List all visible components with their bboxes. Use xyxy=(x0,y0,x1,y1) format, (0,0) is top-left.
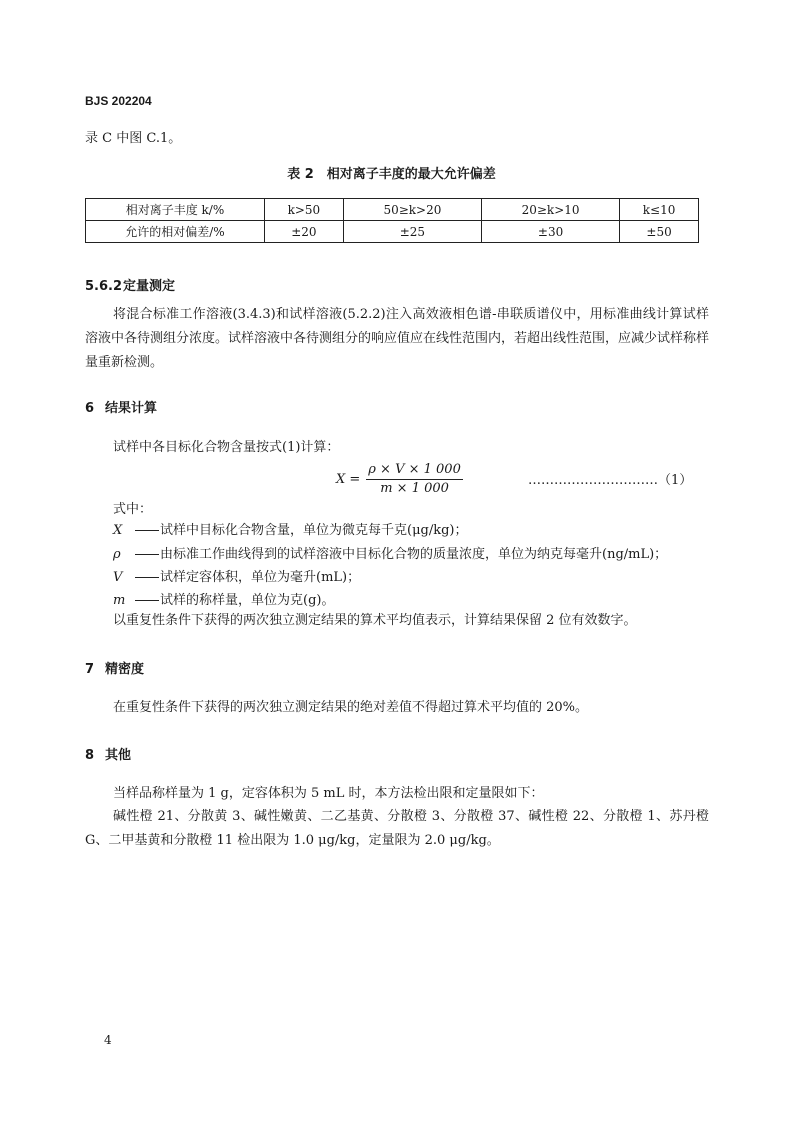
table-cell: ±50 xyxy=(620,221,699,243)
section-number: 8 xyxy=(85,748,95,763)
section-title: 定量测定 xyxy=(123,279,176,294)
table-cell: k≤10 xyxy=(620,199,699,221)
section-title: 精密度 xyxy=(105,662,145,677)
result-statement: 以重复性条件下获得的两次独立测定结果的算术平均值表示，计算结果保留 2 位有效数字。 xyxy=(113,613,637,628)
variable-description: 试样定容体积，单位为毫升(mL)； xyxy=(160,570,361,585)
variable-line xyxy=(85,567,360,589)
variable-symbol: V xyxy=(113,570,123,585)
table-cell: k>50 xyxy=(265,199,344,221)
section-number: 5.6.2 xyxy=(85,279,123,294)
formula-denominator: m × 1 000 xyxy=(380,481,449,496)
table-caption: 表 2 相对离子丰度的最大允许偏差 xyxy=(287,167,496,182)
variable-description: 试样中目标化合物含量，单位为微克每千克(μg/kg)； xyxy=(160,523,468,538)
detection-limit-paragraph: 碱性橙 21、分散黄 3、碱性嫩黄、二乙基黄、分散橙 3、分散橙 37、碱性橙 22、分散橙 1、苏丹橙 G、二甲基黄和分散橙 11 检出限为 1.0 μg/kg，定量限为 2.0 μg/kg。 xyxy=(85,809,709,848)
variable-symbol: m xyxy=(113,593,126,608)
section-heading-5-6-2 xyxy=(85,275,175,294)
formula-fraction xyxy=(366,462,463,497)
variable-line xyxy=(85,520,468,542)
section-number: 6 xyxy=(85,401,95,416)
other-intro: 当样品称样量为 1 g，定容体积为 5 mL 时，本方法检出限和定量限如下： xyxy=(113,786,544,801)
formula-intro: 试样中各目标化合物含量按式(1)计算： xyxy=(113,440,340,455)
table-cell: 20≥k>10 xyxy=(481,199,619,221)
formula xyxy=(336,462,463,497)
section-title: 其他 xyxy=(105,748,132,763)
continued-line: 录 C 中图 C.1。 xyxy=(85,131,182,146)
precision-paragraph: 在重复性条件下获得的两次独立测定结果的绝对差值不得超过算术平均值的 20%。 xyxy=(113,700,589,715)
equation-number: …………………………（1） xyxy=(528,473,693,488)
dash-separator xyxy=(135,554,159,555)
section-heading-8 xyxy=(85,744,131,763)
variable-description: 由标准工作曲线得到的试样溶液中目标化合物的质量浓度，单位为纳克每毫升(ng/mL)； xyxy=(160,547,668,562)
table-cell: 相对离子丰度 k/% xyxy=(86,199,265,221)
document-code: BJS 202204 xyxy=(85,94,152,108)
variable-description: 试样的称样量，单位为克(g)。 xyxy=(160,593,335,608)
section-number: 7 xyxy=(85,662,95,677)
dash-separator xyxy=(135,600,159,601)
section-title: 结果计算 xyxy=(105,401,158,416)
table-cell: 50≥k>20 xyxy=(343,199,481,221)
dash-separator xyxy=(135,530,159,531)
page-number: 4 xyxy=(104,1033,112,1047)
table-cell: ±30 xyxy=(481,221,619,243)
variable-line xyxy=(85,544,667,566)
formula-numerator: ρ × V × 1 000 xyxy=(366,462,463,480)
ion-abundance-table xyxy=(85,198,699,243)
quantification-paragraph: 将混合标准工作溶液(3.4.3)和试样溶液(5.2.2)注入高效液相色谱-串联质谱仪中，用标准曲线计算试样溶液中各待测组分浓度。试样溶液中各待测组分的响应值应在线性范围内，若超出线性范围，应减少试样称样量重新检测。 xyxy=(85,307,710,370)
formula-lhs: X = xyxy=(336,472,361,487)
table-row xyxy=(86,221,699,243)
table-cell: ±25 xyxy=(343,221,481,243)
variable-symbol: ρ xyxy=(113,547,121,562)
section-heading-7 xyxy=(85,658,144,677)
table-row xyxy=(86,199,699,221)
where-label: 式中： xyxy=(113,502,153,517)
table-cell: 允许的相对偏差/% xyxy=(86,221,265,243)
variable-symbol: X xyxy=(113,523,123,538)
table-cell: ±20 xyxy=(265,221,344,243)
dash-separator xyxy=(135,577,159,578)
section-heading-6 xyxy=(85,397,157,416)
